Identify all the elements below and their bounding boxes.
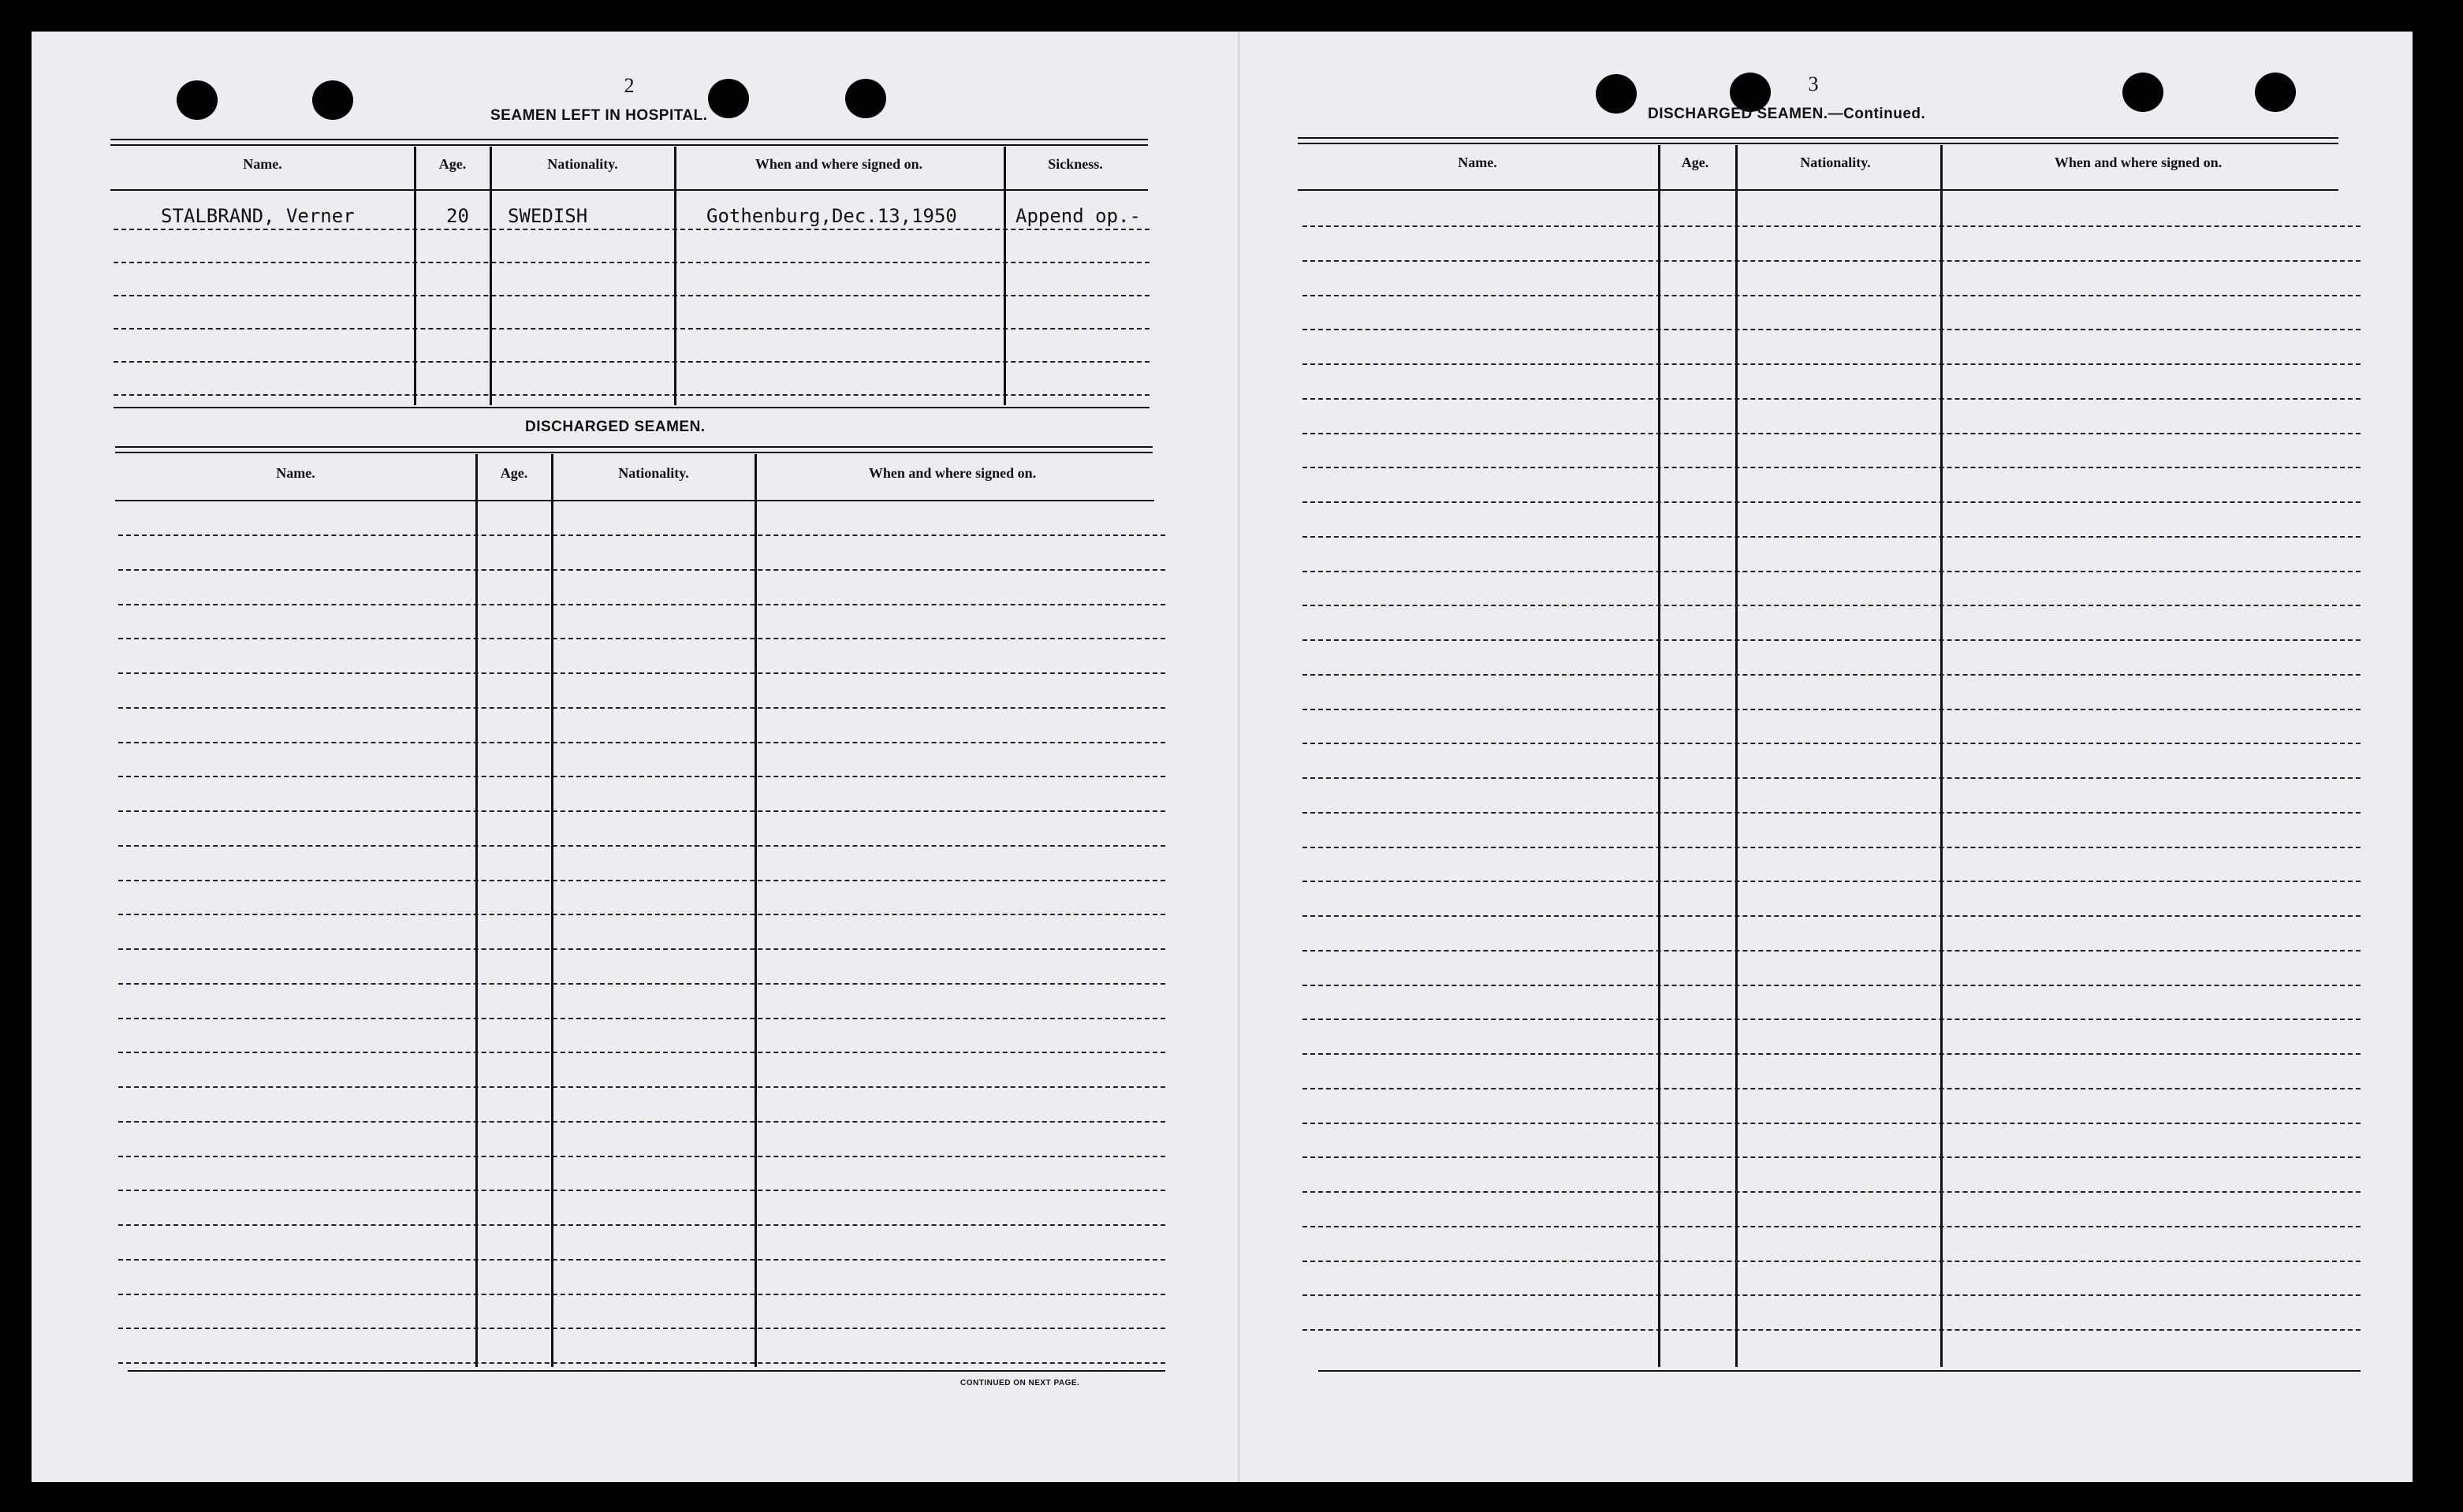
punch-hole xyxy=(708,79,749,118)
entry-line xyxy=(118,1328,1165,1329)
entry-line xyxy=(1302,260,2361,262)
column-header-signed-on: When and where signed on. xyxy=(2054,155,2223,170)
punch-hole xyxy=(177,80,218,120)
entry-line xyxy=(114,262,1150,263)
entry-line xyxy=(1302,709,2361,710)
column-header-nationality: Nationality. xyxy=(547,156,618,172)
column-divider xyxy=(674,147,676,405)
punch-hole xyxy=(2255,73,2296,112)
entry-line xyxy=(1302,329,2361,330)
column-header-age: Age. xyxy=(500,465,528,481)
entry-line xyxy=(118,742,1165,743)
rule xyxy=(1318,1370,2361,1372)
rule xyxy=(115,500,1154,501)
entry-line xyxy=(118,1018,1165,1019)
entry-line xyxy=(1302,950,2361,952)
column-header-name: Name. xyxy=(1458,155,1497,170)
entry-line xyxy=(118,1224,1165,1226)
entry-line xyxy=(1302,571,2361,572)
entry-line xyxy=(118,983,1165,985)
column-header-name: Name. xyxy=(243,156,282,172)
entry-line xyxy=(1302,1329,2361,1331)
entry-line xyxy=(114,394,1150,396)
punch-hole xyxy=(845,79,886,118)
page-number: 2 xyxy=(624,74,635,97)
punch-hole xyxy=(312,80,353,120)
rule xyxy=(110,144,1148,146)
entry-line xyxy=(1302,1294,2361,1296)
rule xyxy=(1298,137,2338,139)
hospital-nationality-cell: SWEDISH xyxy=(508,205,588,227)
entry-line xyxy=(114,229,1150,230)
rule xyxy=(128,1370,1165,1372)
entry-line xyxy=(118,1086,1165,1088)
page-fold xyxy=(1238,32,1240,1482)
column-divider xyxy=(1735,145,1738,1367)
rule xyxy=(114,407,1150,408)
page-number: 3 xyxy=(1808,73,1819,95)
entry-line xyxy=(1302,777,2361,779)
punch-hole xyxy=(2122,73,2163,112)
column-divider xyxy=(1004,147,1006,405)
entry-line xyxy=(118,1362,1165,1364)
entry-line xyxy=(114,361,1150,363)
entry-line xyxy=(1302,1156,2361,1158)
entry-line xyxy=(118,914,1165,915)
punch-hole xyxy=(1596,74,1637,114)
hospital-signed-on-cell: Gothenburg,Dec.13,1950 xyxy=(706,205,957,227)
entry-line xyxy=(1302,1088,2361,1089)
entry-line xyxy=(118,1259,1165,1261)
entry-line xyxy=(1302,467,2361,468)
continued-footer: CONTINUED ON NEXT PAGE. xyxy=(960,1379,1080,1387)
hospital-sickness-cell: Append op.- xyxy=(1015,205,1141,227)
discharged-section-title: DISCHARGED SEAMEN. xyxy=(525,419,706,435)
rule xyxy=(115,452,1153,453)
column-header-nationality: Nationality. xyxy=(1800,155,1871,170)
entry-line xyxy=(118,1156,1165,1157)
entry-line xyxy=(1302,743,2361,744)
entry-line xyxy=(1302,363,2361,365)
entry-line xyxy=(118,1121,1165,1123)
entry-line xyxy=(1302,1019,2361,1020)
entry-line xyxy=(1302,1123,2361,1124)
rule xyxy=(115,446,1153,448)
rule xyxy=(1298,143,2338,144)
entry-line xyxy=(118,776,1165,777)
column-header-age: Age. xyxy=(1681,155,1709,170)
entry-line xyxy=(118,672,1165,674)
entry-line xyxy=(118,880,1165,881)
rule xyxy=(110,189,1148,191)
rule xyxy=(110,139,1148,140)
entry-line xyxy=(118,638,1165,639)
hospital-section-title: SEAMEN LEFT IN HOSPITAL. xyxy=(490,107,708,124)
entry-line xyxy=(1302,674,2361,676)
entry-line xyxy=(1302,1191,2361,1193)
entry-line xyxy=(1302,639,2361,641)
column-divider xyxy=(475,454,478,1367)
entry-line xyxy=(118,1190,1165,1191)
rule xyxy=(1298,189,2338,191)
column-header-signed-on: When and where signed on. xyxy=(755,156,923,172)
column-header-name: Name. xyxy=(276,465,315,481)
column-header-nationality: Nationality. xyxy=(618,465,689,481)
entry-line xyxy=(114,295,1150,296)
column-header-age: Age. xyxy=(438,156,467,172)
column-divider xyxy=(755,454,757,1367)
entry-line xyxy=(118,534,1165,536)
entry-line xyxy=(1302,1053,2361,1055)
entry-line xyxy=(118,569,1165,571)
entry-line xyxy=(1302,225,2361,227)
entry-line xyxy=(118,1294,1165,1295)
entry-line xyxy=(1302,501,2361,503)
entry-line xyxy=(118,810,1165,812)
title-main: DISCHARGED SEAMEN.—Continued. xyxy=(1648,106,1926,122)
entry-line xyxy=(118,1052,1165,1053)
column-divider xyxy=(414,147,416,405)
entry-line xyxy=(1302,433,2361,434)
entry-line xyxy=(1302,985,2361,986)
column-header-signed-on: When and where signed on. xyxy=(868,465,1037,481)
column-divider xyxy=(490,147,492,405)
entry-line xyxy=(1302,1261,2361,1262)
entry-line xyxy=(1302,915,2361,917)
entry-line xyxy=(1302,812,2361,814)
entry-line xyxy=(118,845,1165,847)
column-divider xyxy=(1940,145,1943,1367)
column-header-sickness: Sickness. xyxy=(1048,156,1103,172)
entry-line xyxy=(1302,1226,2361,1227)
discharged-continued-title xyxy=(1648,106,1925,123)
entry-line xyxy=(118,707,1165,709)
entry-line xyxy=(1302,881,2361,882)
entry-line xyxy=(114,328,1150,330)
entry-line xyxy=(1302,605,2361,606)
entry-line xyxy=(1302,847,2361,848)
hospital-name-cell: STALBRAND, Verner xyxy=(161,205,355,227)
hospital-age-cell: 20 xyxy=(446,205,469,227)
entry-line xyxy=(1302,295,2361,296)
entry-line xyxy=(1302,398,2361,400)
ledger-sheet xyxy=(32,32,2413,1482)
column-divider xyxy=(551,454,553,1367)
entry-line xyxy=(118,604,1165,605)
entry-line xyxy=(118,948,1165,950)
entry-line xyxy=(1302,536,2361,538)
column-divider xyxy=(1658,145,1660,1367)
